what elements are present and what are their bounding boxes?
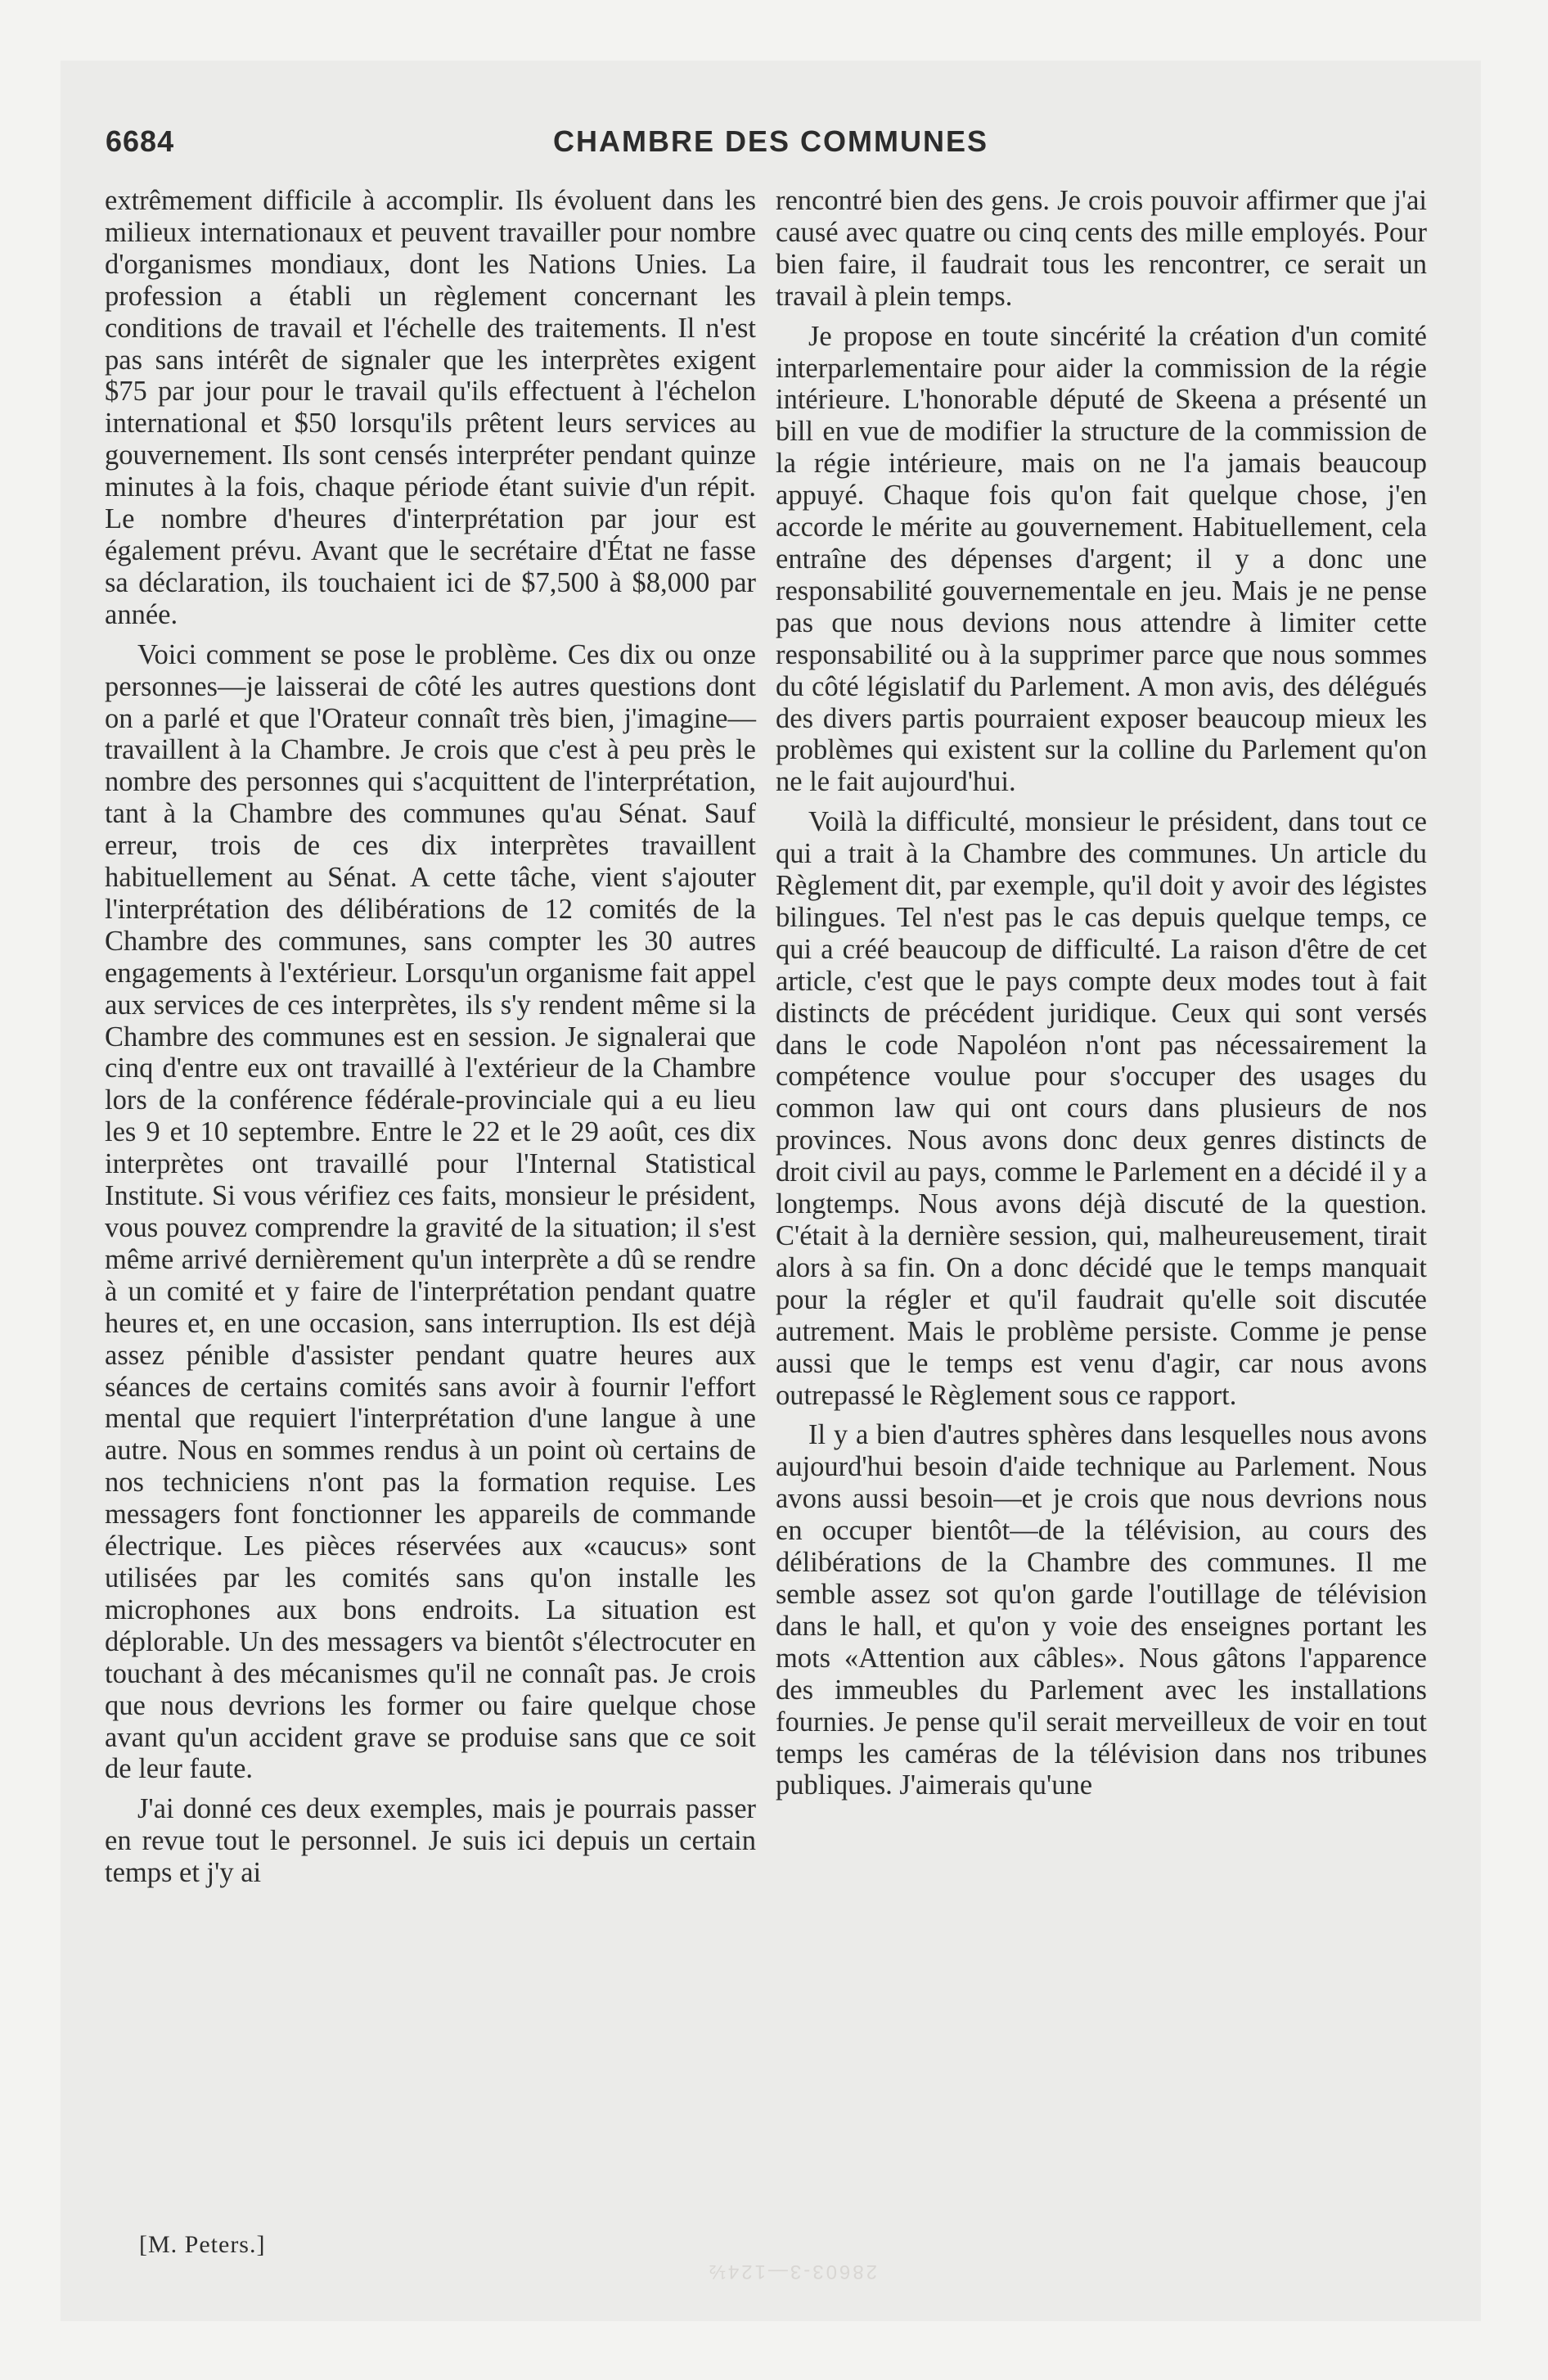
page-header [106,124,1436,165]
paragraph: J'ai donné ces deux exemples, mais je pourrais passer en revue tout le personnel. Je suis ici depuis un certain temps et j'y ai [105,1793,756,1889]
left-column [105,185,756,1889]
running-head: CHAMBRE DES COMMUNES [552,124,988,158]
document-page [61,61,1481,2321]
speaker-tag: [M. Peters.] [139,2231,266,2258]
paragraph: Je propose en toute sincérité la création d'un comité interparlementaire pour aider la commission de la régie intérieure. L'honorable député de Skeena a présenté un bill en vue de modifier la structure de la commission de la régie intérieure, mais on ne l'a jamais beaucoup appuyé. Chaque fois qu'on fait quelque chose, j'en accorde le mérite au gouvernement. Habituellement, cela entraîne des dépenses d'argent; il y a donc une responsabilité gouvernementale en jeu. Mais je ne pense pas que nous devions nous attendre à limiter cette responsabilité ou à la supprimer parce que nous sommes du côté législatif du Parlement. A mon avis, des délégués des divers partis pourraient exposer beaucoup mieux les problèmes qui existent sur la colline du Parlement qu'on ne le fait aujourd'hui. [776,320,1427,798]
page-number: 6684 [106,124,175,158]
right-column [776,185,1427,1801]
paragraph: extrêmement difficile à accomplir. Ils évoluent dans les milieux internationaux et peuvent travailler pour nombre d'organismes mondiaux, dont les Nations Unies. La profession a établi un règlement concernant les conditions de travail et l'échelle des traitements. Il n'est pas sans intérêt de signaler que les interprètes exigent $75 par jour pour le travail qu'ils effectuent à l'échelon international et $50 lorsqu'ils prêtent leurs services au gouvernement. Ils sont censés interpréter pendant quinze minutes à la fois, chaque période étant suivie d'un répit. Le nombre d'heures d'interprétation par jour est également prévu. Avant que le secrétaire d'État ne fasse sa déclaration, ils touchaient ici de $7,500 à $8,000 par année. [105,185,756,630]
paragraph: rencontré bien des gens. Je crois pouvoir affirmer que j'ai causé avec quatre ou cinq cents des mille employés. Pour bien faire, il faudrait tous les rencontrer, ce serait un travail à plein temps. [776,185,1427,312]
paragraph: Voilà la difficulté, monsieur le président, dans tout ce qui a trait à la Chambre des communes. Un article du Règlement dit, par exemple, qu'il doit y avoir des légistes bilingues. Tel n'est pas le cas depuis quelque temps, ce qui a créé beaucoup de difficulté. La raison d'être de cet article, c'est que le pays compte deux modes tout à fait distincts de précédent juridique. Ceux qui sont versés dans le code Napoléon n'ont pas nécessairement la compétence voulue pour s'occuper des usages du common law qui ont cours dans plusieurs de nos provinces. Nous avons donc deux genres distincts de droit civil au pays, comme le Parlement en a décidé il y a longtemps. Nous avons déjà discuté de la question. C'était à la dernière session, qui, malheureusement, tirait alors à sa fin. On a donc décidé que le temps manquait pour la régler et qu'il faudrait qu'elle soit discutée autrement. Mais le problème persiste. Comme je pense aussi que le temps est venu d'agir, car nous avons outrepassé le Règlement sous ce rapport. [776,806,1427,1411]
print-stamp: 28603-3—124½ [706,2261,877,2283]
paragraph: Voici comment se pose le problème. Ces dix ou onze personnes—je laisserai de côté les autres questions dont on a parlé et que l'Orateur connaît très bien, j'imagine—travaillent à la Chambre. Je crois que c'est à peu près le nombre des personnes qui s'acquittent de l'interprétation, tant à la Chambre des communes qu'au Sénat. Sauf erreur, trois de ces dix interprètes travaillent habituellement au Sénat. A cette tâche, vient s'ajouter l'interprétation des délibérations de 12 comités de la Chambre des communes, sans compter les 30 autres engagements à l'extérieur. Lorsqu'un organisme fait appel aux services de ces interprètes, ils s'y rendent même si la Chambre des communes est en session. Je signalerai que cinq d'entre eux ont travaillé à l'extérieur de la Chambre lors de la conférence fédérale-provinciale qui a eu lieu les 9 et 10 septembre. Entre le 22 et le 29 août, ces dix interprètes ont travaillé pour l'Internal Statistical Institute. Si vous vérifiez ces faits, monsieur le président, vous pouvez comprendre la gravité de la situation; il s'est même arrivé dernièrement qu'un interprète a dû se rendre à un comité et y faire de l'interprétation pendant quatre heures et, en une occasion, sans interruption. Ils est déjà assez pénible d'assister pendant quatre heures aux séances de certains comités sans avoir à fournir l'effort mental que requiert l'interprétation d'une langue à une autre. Nous en sommes rendus à un point où certains de nos techniciens n'ont pas la formation requise. Les messagers font fonctionner les appareils de commande électrique. Les pièces réservées aux «caucus» sont utilisées par les comités sans qu'on installe les microphones aux bons endroits. La situation est déplorable. Un des messagers va bientôt s'électrocuter en touchant à des mécanismes qu'il ne connaît pas. Je crois que nous devrions les former ou faire quelque chose avant qu'un accident grave se produise sans que ce soit de leur faute. [105,638,756,1785]
paragraph: Il y a bien d'autres sphères dans lesquelles nous avons aujourd'hui besoin d'aide technique au Parlement. Nous avons aussi besoin—et je crois que nous devrions nous en occuper bientôt—de la télévision, au cours des délibérations de la Chambre des communes. Il me semble assez sot qu'on garde l'outillage de télévision dans le hall, et qu'on y voie des enseignes portant les mots «Attention aux câbles». Nous gâtons l'apparence des immeubles du Parlement avec les installations fournies. Je pense qu'il serait merveilleux de voir en tout temps les caméras de la télévision dans nos tribunes publiques. J'aimerais qu'une [776,1419,1427,1801]
